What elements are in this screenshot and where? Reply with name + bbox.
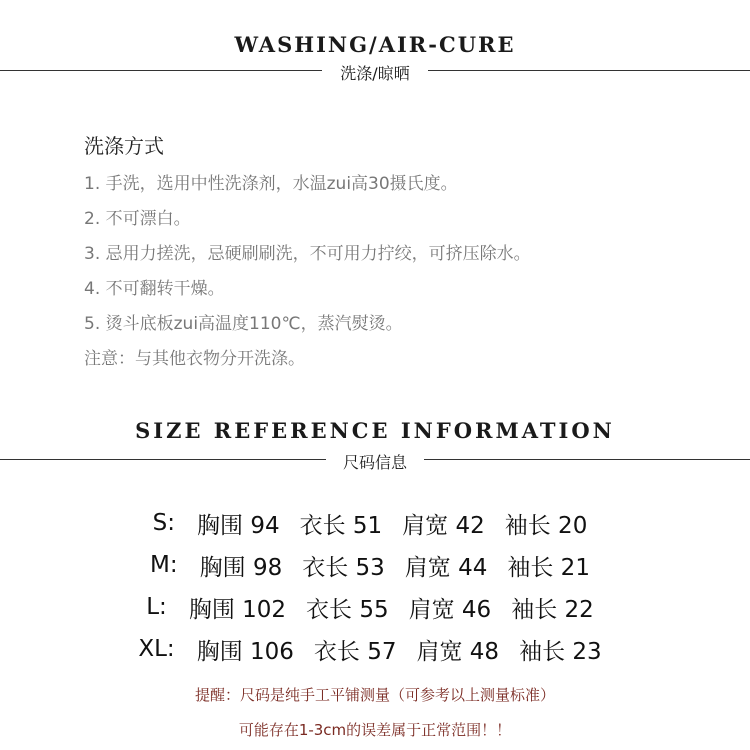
size-row [0,628,750,670]
size-title-en: SIZE REFERENCE INFORMATION [135,418,615,443]
size-label: XL: [138,636,175,662]
measurement-note: 提醒：尺码是纯手工平铺测量（可参考以上测量标准） [194,686,555,704]
sleeve-value: 袖长 21 [507,554,590,581]
error-range-note: 可能存在1-3cm的误差属于正常范围！！ [238,721,512,739]
size-title-cn: 尺码信息 [342,453,407,472]
shoulder-value: 肩宽 48 [416,638,500,665]
length-value: 衣长 55 [306,596,389,623]
sleeve-value: 袖长 20 [504,512,588,539]
length-value: 衣长 57 [313,638,397,665]
washing-item: 1. 手洗，选用中性洗涤剂，水温zui高30摄氏度。 [84,174,458,194]
washing-heading: 洗涤方式 [84,134,164,158]
chest-value: 胸围 98 [199,554,283,581]
washing-item: 2. 不可漂白。 [84,209,191,229]
chest-value: 胸围 94 [197,512,280,539]
sleeve-value: 袖长 23 [519,638,602,665]
size-row [0,502,750,544]
chest-value: 胸围 102 [188,596,287,623]
size-label: M: [150,552,178,578]
size-row [0,586,750,628]
length-value: 衣长 53 [302,554,385,581]
washing-instructions [84,132,724,377]
size-divider-right [424,459,750,460]
washing-item: 4. 不可翻转干燥。 [84,279,225,299]
length-value: 衣长 51 [299,512,383,539]
washing-title-en: WASHING/AIR-CURE [234,32,516,57]
size-row [0,544,750,586]
washing-divider-left [0,70,322,71]
washing-title-cn: 洗涤/晾晒 [340,64,410,83]
size-label: S: [152,510,176,536]
shoulder-value: 肩宽 44 [404,554,488,581]
washing-divider-right [428,70,750,71]
size-divider-left [0,459,326,460]
size-label: L: [146,594,167,620]
washing-item: 5. 烫斗底板zui高温度110℃，蒸汽熨烫。 [84,314,403,334]
sleeve-value: 袖长 22 [511,596,594,623]
chest-value: 胸围 106 [196,638,294,665]
size-table [0,502,750,670]
washing-item: 3. 忌用力搓洗，忌硬刷刷洗，不可用力拧绞，可挤压除水。 [84,244,531,264]
shoulder-value: 肩宽 46 [408,596,492,623]
washing-note: 注意：与其他衣物分开洗涤。 [84,349,305,369]
shoulder-value: 肩宽 42 [402,512,485,539]
